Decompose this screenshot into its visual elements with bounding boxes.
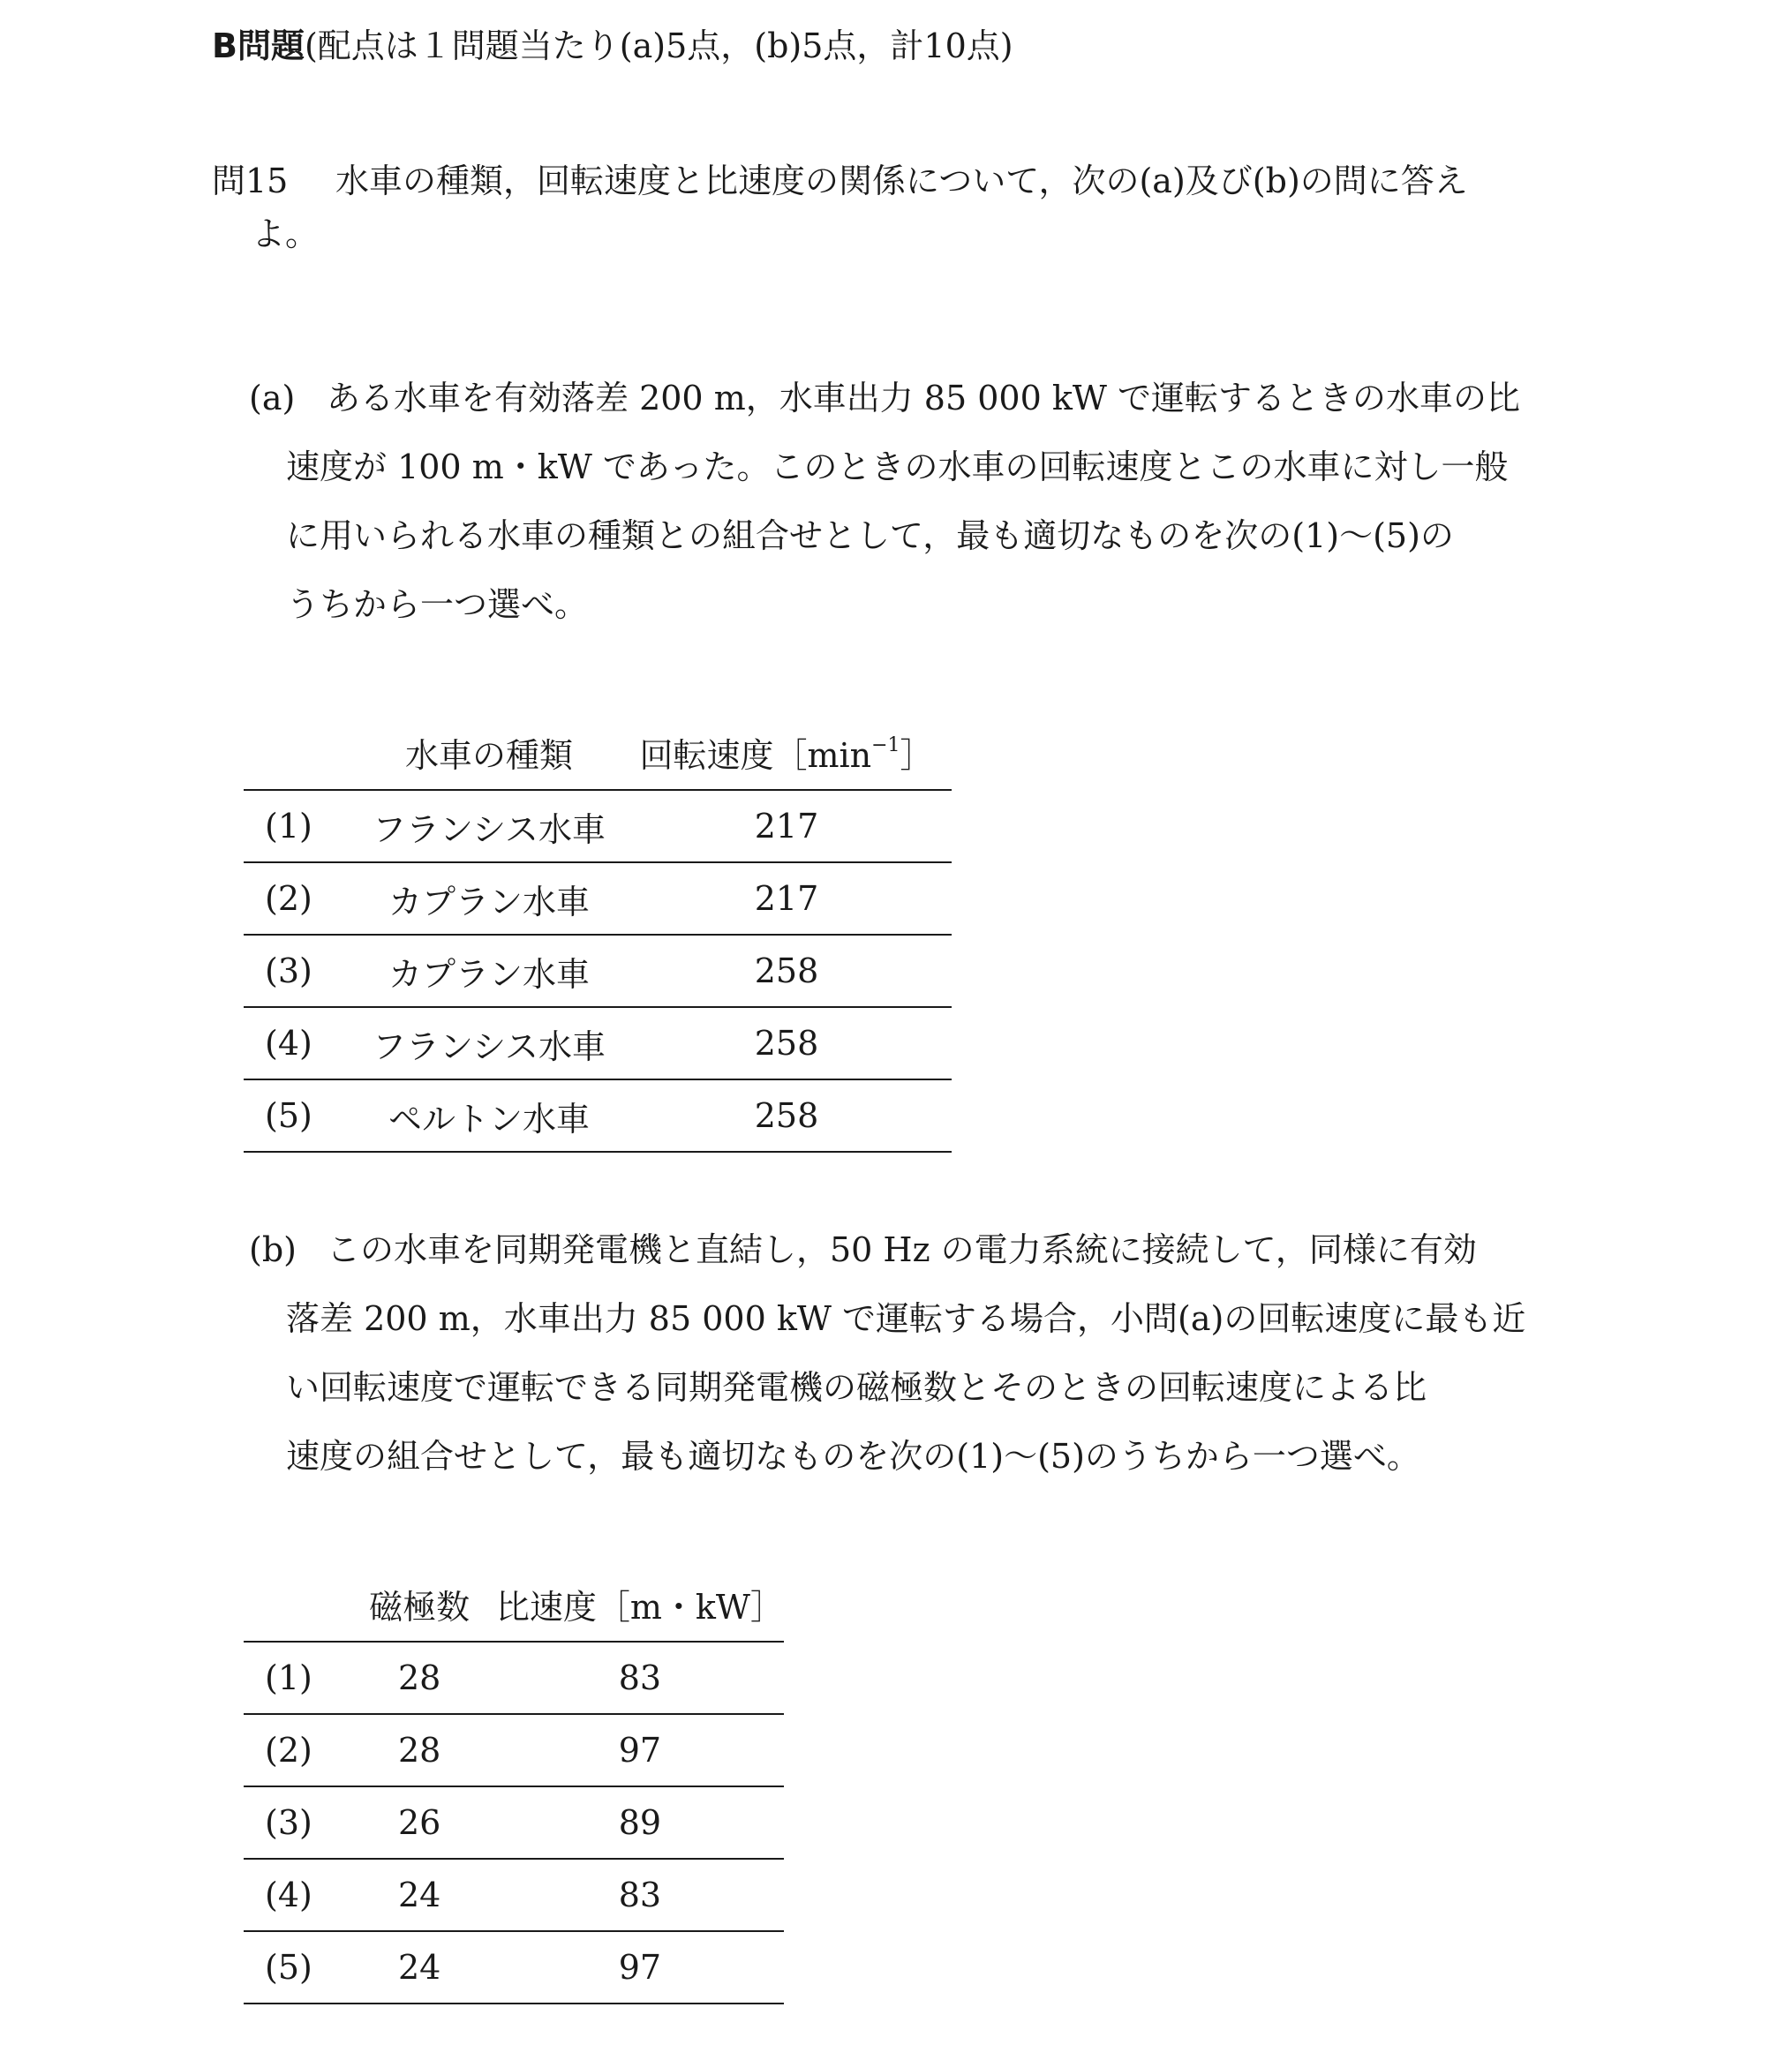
turbine-type: フランシス水車 [357, 1007, 621, 1079]
table-row [244, 1859, 784, 1931]
turbine-type: ペルトン水車 [357, 1079, 621, 1152]
turbine-type: フランシス水車 [357, 790, 621, 862]
pole-count: 28 [343, 1714, 495, 1786]
part-b-line-1: この水車を同期発電機と直結し，50 Hz の電力系統に接続して，同様に有効 [327, 1230, 1477, 1269]
rotation-speed: 258 [621, 1079, 952, 1152]
part-a-line-2: 速度が 100 m・kW であった。このときの水車の回転速度とこの水車に対し一般 [286, 447, 1509, 486]
problem-text-line-1: 水車の種類，回転速度と比速度の関係について，次の(a)及び(b)の問に答え [335, 162, 1468, 200]
rotation-speed: 217 [621, 862, 952, 935]
pole-count: 28 [343, 1642, 495, 1714]
pole-count: 26 [343, 1786, 495, 1859]
specific-speed: 89 [496, 1786, 784, 1859]
table-row [244, 1786, 784, 1859]
turbine-type: カプラン水車 [357, 862, 621, 935]
table-row [244, 1079, 952, 1152]
part-a-line-1: ある水車を有効落差 200 m，水車出力 85 000 kW で運転するときの水車の比 [327, 379, 1521, 417]
table-row [244, 1714, 784, 1786]
header-index [244, 715, 357, 790]
choice-index: (1) [244, 1642, 343, 1714]
choice-index: (5) [244, 1079, 357, 1152]
choice-index: (4) [244, 1859, 343, 1931]
table-row [244, 790, 952, 862]
table-row [244, 862, 952, 935]
header-index [244, 1567, 343, 1642]
rotation-speed: 217 [621, 790, 952, 862]
part-b-question [249, 1215, 1608, 1491]
table-row [244, 935, 952, 1007]
table-row [244, 1931, 784, 2004]
header-rotation-speed: 回転速度$[\min^{-1}]$ [621, 715, 952, 790]
turbine-type: カプラン水車 [357, 935, 621, 1007]
problem-text-line-2: よ。 [252, 214, 320, 253]
part-b-line-3: い回転速度で運転できる同期発電機の磁極数とそのときの回転速度による比 [286, 1368, 1427, 1407]
choice-index: (5) [244, 1931, 343, 2004]
choice-index: (2) [244, 862, 357, 935]
specific-speed: 83 [496, 1859, 784, 1931]
specific-speed: 97 [496, 1714, 784, 1786]
pole-count: 24 [343, 1859, 495, 1931]
part-b-line-2: 落差 200 m，水車出力 85 000 kW で運転する場合，小問(a)の回転速度に最も近 [286, 1299, 1526, 1338]
rotation-speed: 258 [621, 935, 952, 1007]
problem-statement [212, 154, 1607, 260]
part-a-label: (a) [249, 379, 296, 417]
specific-speed: 97 [496, 1931, 784, 2004]
choice-index: (3) [244, 935, 357, 1007]
part-b-label: (b) [249, 1230, 297, 1269]
specific-speed: 83 [496, 1642, 784, 1714]
part-b-choices-table [244, 1567, 784, 2004]
part-a-question [249, 364, 1608, 639]
points-note: (配点は１問題当たり(a)5点，(b)5点，計10点) [304, 26, 1013, 65]
part-a-line-3: に用いられる水車の種類との組合せとして，最も適切なものを次の(1)～(5)の [286, 516, 1454, 555]
header-turbine-type: 水車の種類 [357, 715, 621, 790]
choice-index: (3) [244, 1786, 343, 1859]
header-pole-count: 磁極数 [343, 1567, 495, 1642]
section-header [212, 19, 1013, 72]
part-b-line-4: 速度の組合せとして，最も適切なものを次の(1)～(5)のうちから一つ選べ。 [286, 1437, 1420, 1476]
rotation-speed: 258 [621, 1007, 952, 1079]
table-row [244, 1642, 784, 1714]
choice-index: (4) [244, 1007, 357, 1079]
table-row [244, 1007, 952, 1079]
table-header-row [244, 715, 952, 790]
choice-index: (2) [244, 1714, 343, 1786]
part-a-choices-table [244, 715, 952, 1153]
choice-index: (1) [244, 790, 357, 862]
section-label: B問題 [212, 26, 305, 65]
part-a-line-4: うちから一つ選べ。 [286, 585, 589, 624]
table-header-row [244, 1567, 784, 1642]
pole-count: 24 [343, 1931, 495, 2004]
problem-number: 問15 [212, 162, 289, 200]
header-specific-speed: 比速度［m・kW］ [496, 1567, 784, 1642]
